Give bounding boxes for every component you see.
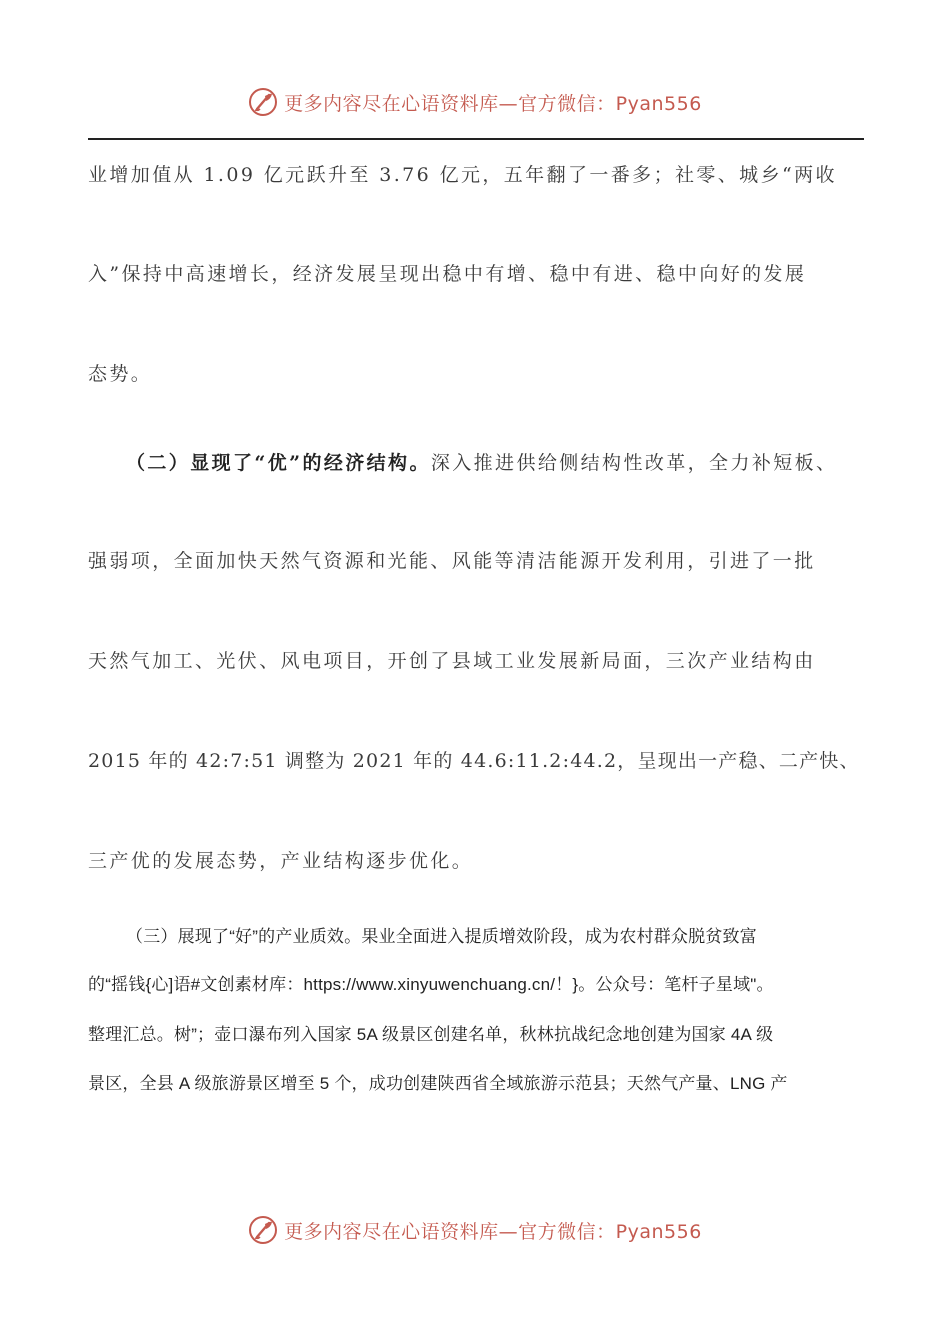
para2-line1-text: 深入推进供给侧结构性改革，全力补短板、 (430, 452, 838, 474)
para3-line2: 的“摇钱{心]语#文创素材库：https://www.xinyuwenchuang.cn/！}。公众号：笔杆子星域"。 (88, 975, 774, 994)
para1-line1: 业增加值从 1.09 亿元跃升至 3.76 亿元，五年翻了一番多；社零、城乡“两收 (88, 164, 837, 186)
header-banner (0, 82, 950, 122)
para3-line3: 整理汇总。树”；壶口瀑布列入国家 5A 级景区创建名单，秋林抗战纪念地创建为国家 4A 级 (88, 1025, 774, 1044)
header-banner-text: 更多内容尽在心语资料库—官方微信：Pyan556 (284, 92, 702, 115)
para2-line4: 2015 年的 42:7:51 调整为 2021 年的 44.6:11.2:44.2，呈现出一产稳、二产快、 (88, 750, 860, 772)
quill-pen-logo-icon (248, 1215, 278, 1245)
para2-heading: （二）显现了“优”的经济结构。 (126, 452, 431, 474)
para2-line5: 三产优的发展态势，产业结构逐步优化。 (88, 850, 474, 872)
para3-line4: 景区，全县 A 级旅游景区增至 5 个，成功创建陕西省全域旅游示范县；天然气产量、LNG 产 (88, 1074, 788, 1093)
para2-line1 (126, 448, 886, 475)
para3-line1: （三）展现了“好”的产业质效。果业全面进入提质增效阶段，成为农村群众脱贫致富 (126, 927, 757, 946)
footer-banner (0, 1210, 950, 1250)
quill-pen-logo-icon (248, 87, 278, 117)
para1-line2: 入”保持中高速增长，经济发展呈现出稳中有增、稳中有进、稳中向好的发展 (88, 263, 807, 285)
header-divider (88, 138, 864, 140)
para2-line3: 天然气加工、光伏、风电项目，开创了县域工业发展新局面，三次产业结构由 (88, 650, 816, 672)
para2-line2: 强弱项，全面加快天然气资源和光能、风能等清洁能源开发利用，引进了一批 (88, 550, 816, 572)
para1-line3: 态势。 (88, 363, 153, 385)
footer-banner-text: 更多内容尽在心语资料库—官方微信：Pyan556 (284, 1220, 702, 1243)
